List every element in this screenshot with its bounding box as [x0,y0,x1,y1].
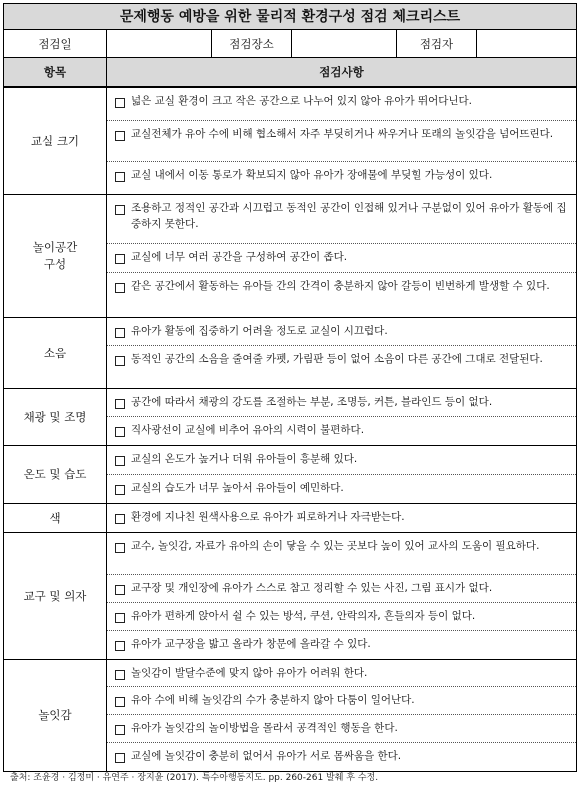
checkbox[interactable] [115,356,125,366]
checkpoint-text: 교구장 및 개인장에 유아가 스스로 참고 정리할 수 있는 사진, 그림 표시가 없다. [131,582,493,594]
place-value-cell[interactable] [292,30,397,57]
checkbox[interactable] [115,485,125,495]
checkpoint-text: 조용하고 정적인 공간과 시끄럽고 동적인 공간이 인접해 있거나 구분없이 있어 유아가 활동에 집중하지 못한다. [131,202,567,230]
checkpoint-item [107,417,576,445]
checkpoint-item [107,318,576,346]
checkpoint-list [107,195,576,317]
checkpoint-item [107,346,576,388]
checkpoint-text: 교실에 너무 여러 공간을 구성하여 공간이 좁다. [131,251,348,263]
checkpoint-text: 동적인 공간의 소음을 줄여줄 카펫, 가림판 등이 없어 소음이 다른 공간에 그대로 전달된다. [131,353,543,365]
page-title: 문제행동 예방을 위한 물리적 환경구성 점검 체크리스트 [3,3,577,30]
checkpoint-text: 직사광선이 교실에 비추어 유아의 시력이 불편하다. [131,424,365,436]
checkpoint-item [107,121,576,162]
checklist-page [3,3,577,772]
checklist-section [4,389,576,446]
checkpoint-item [107,504,576,532]
checkbox[interactable] [115,283,125,293]
category-label: 온도 및 습도 [4,446,107,503]
checkpoint-text: 환경에 지나친 원색사용으로 유아가 피로하거나 자극받는다. [131,511,405,523]
checkbox[interactable] [115,98,125,108]
checkpoint-text: 유아가 교구장을 밟고 올라가 창문에 올라갈 수 있다. [131,638,371,650]
checkpoint-text: 교실의 온도가 높거나 더워 유아들이 흥분해 있다. [131,453,358,465]
checkpoint-item [107,743,576,771]
checkbox[interactable] [115,205,125,215]
checkbox[interactable] [115,427,125,437]
checkpoint-list [107,389,576,445]
category-label: 교실 크기 [4,88,107,194]
header-checkpoints: 점검사항 [319,65,364,79]
checkbox[interactable] [115,585,125,595]
checkpoint-list [107,660,576,771]
checkpoint-text: 유아 수에 비해 놀잇감의 수가 충분하지 않아 다툼이 일어난다. [131,694,415,706]
checkpoint-text: 유아가 활동에 집중하기 어려울 정도로 교실이 시끄럽다. [131,325,388,337]
category-label: 색 [4,504,107,532]
checkbox[interactable] [115,641,125,651]
checkbox[interactable] [115,753,125,763]
checkpoint-item [107,162,576,194]
place-label: 점검장소 [212,30,292,57]
checkpoint-item [107,475,576,503]
checkpoint-item [107,715,576,743]
date-value-cell[interactable] [107,30,212,57]
checkpoint-text: 유아가 놀잇감의 놀이방법을 몰라서 공격적인 행동을 한다. [131,722,398,734]
checkpoint-list [107,446,576,503]
checklist-section [4,504,576,533]
checkpoint-item [107,603,576,631]
checkbox[interactable] [115,328,125,338]
checkpoint-item [107,244,576,273]
table-header [3,58,577,86]
checkpoint-text: 교실에 놀잇감이 충분히 없어서 유아가 서로 몸싸움을 한다. [131,750,402,762]
inspector-value-cell[interactable] [477,30,576,57]
checkbox[interactable] [115,254,125,264]
checkbox[interactable] [115,725,125,735]
date-label: 점검일 [4,30,107,57]
checkpoint-text: 교실 내에서 이동 통로가 확보되지 않아 유아가 장애물에 부딪힐 가능성이 있다. [131,169,493,181]
checklist-section [4,318,576,389]
checkpoint-item [107,660,576,687]
category-label: 교구 및 의자 [4,533,107,659]
checkbox[interactable] [115,172,125,182]
checkpoint-item [107,687,576,715]
checkpoint-text: 공간에 따라서 채광의 강도를 조절하는 부분, 조명등, 커튼, 블라인드 등이 없다. [131,396,493,408]
checkpoint-text: 유아가 편하게 앉아서 쉴 수 있는 방석, 쿠션, 안락의자, 흔들의자 등이 없다. [131,610,476,622]
checkpoint-text: 교실의 습도가 너무 높아서 유아들이 예민하다. [131,482,344,494]
checkpoint-list [107,533,576,659]
checkbox[interactable] [115,543,125,553]
checkpoint-item [107,575,576,603]
checkpoint-item [107,273,576,317]
checklist-section [4,533,576,660]
checkpoint-list [107,88,576,194]
checkpoint-text: 같은 공간에서 활동하는 유아들 간의 간격이 충분하지 않아 갈등이 빈번하게 발생할 수 있다. [131,280,550,292]
category-label: 놀잇감 [4,660,107,771]
category-label: 소음 [4,318,107,388]
checkpoint-text: 놀잇감이 발달수준에 맞지 않아 유아가 어려워 한다. [131,667,368,679]
checkbox[interactable] [115,670,125,680]
checkbox[interactable] [115,456,125,466]
info-row [3,30,577,58]
checkbox[interactable] [115,613,125,623]
checkpoint-item [107,533,576,575]
checkpoint-item [107,88,576,121]
checkpoint-item [107,389,576,417]
checkbox[interactable] [115,514,125,524]
checkpoint-item [107,631,576,659]
checkpoint-item [107,446,576,475]
checkpoint-item [107,195,576,244]
source-note: 출처: 조윤경 · 김정미 · 유연주 · 장지윤 (2017). 특수아행동지도. pp. 260-261 발췌 후 수정. [10,773,379,783]
category-label: 놀이공간 구성 [4,195,107,317]
checkpoint-text: 교수, 놀잇감, 자료가 유아의 손이 닿을 수 있는 곳보다 높이 있어 교사의 도움이 필요하다. [131,540,540,552]
inspector-label: 점검자 [397,30,477,57]
checkbox[interactable] [115,399,125,409]
checklist-section [4,446,576,504]
category-label: 채광 및 조명 [4,389,107,445]
checkpoint-text: 넓은 교실 환경이 크고 작은 공간으로 나누어 있지 않아 유아가 뛰어다닌다. [131,95,473,107]
checkpoint-list [107,504,576,532]
checkbox[interactable] [115,697,125,707]
checklist-section [4,88,576,195]
checkpoint-list [107,318,576,388]
checklist-section [4,660,576,771]
checklist-section [4,195,576,318]
checklist-table [3,86,577,772]
header-category: 항목 [4,58,107,86]
checkbox[interactable] [115,131,125,141]
checkpoint-text: 교실전체가 유아 수에 비해 협소해서 자주 부딪히거나 싸우거나 또래의 놀잇감을 넘어뜨린다. [131,128,554,140]
